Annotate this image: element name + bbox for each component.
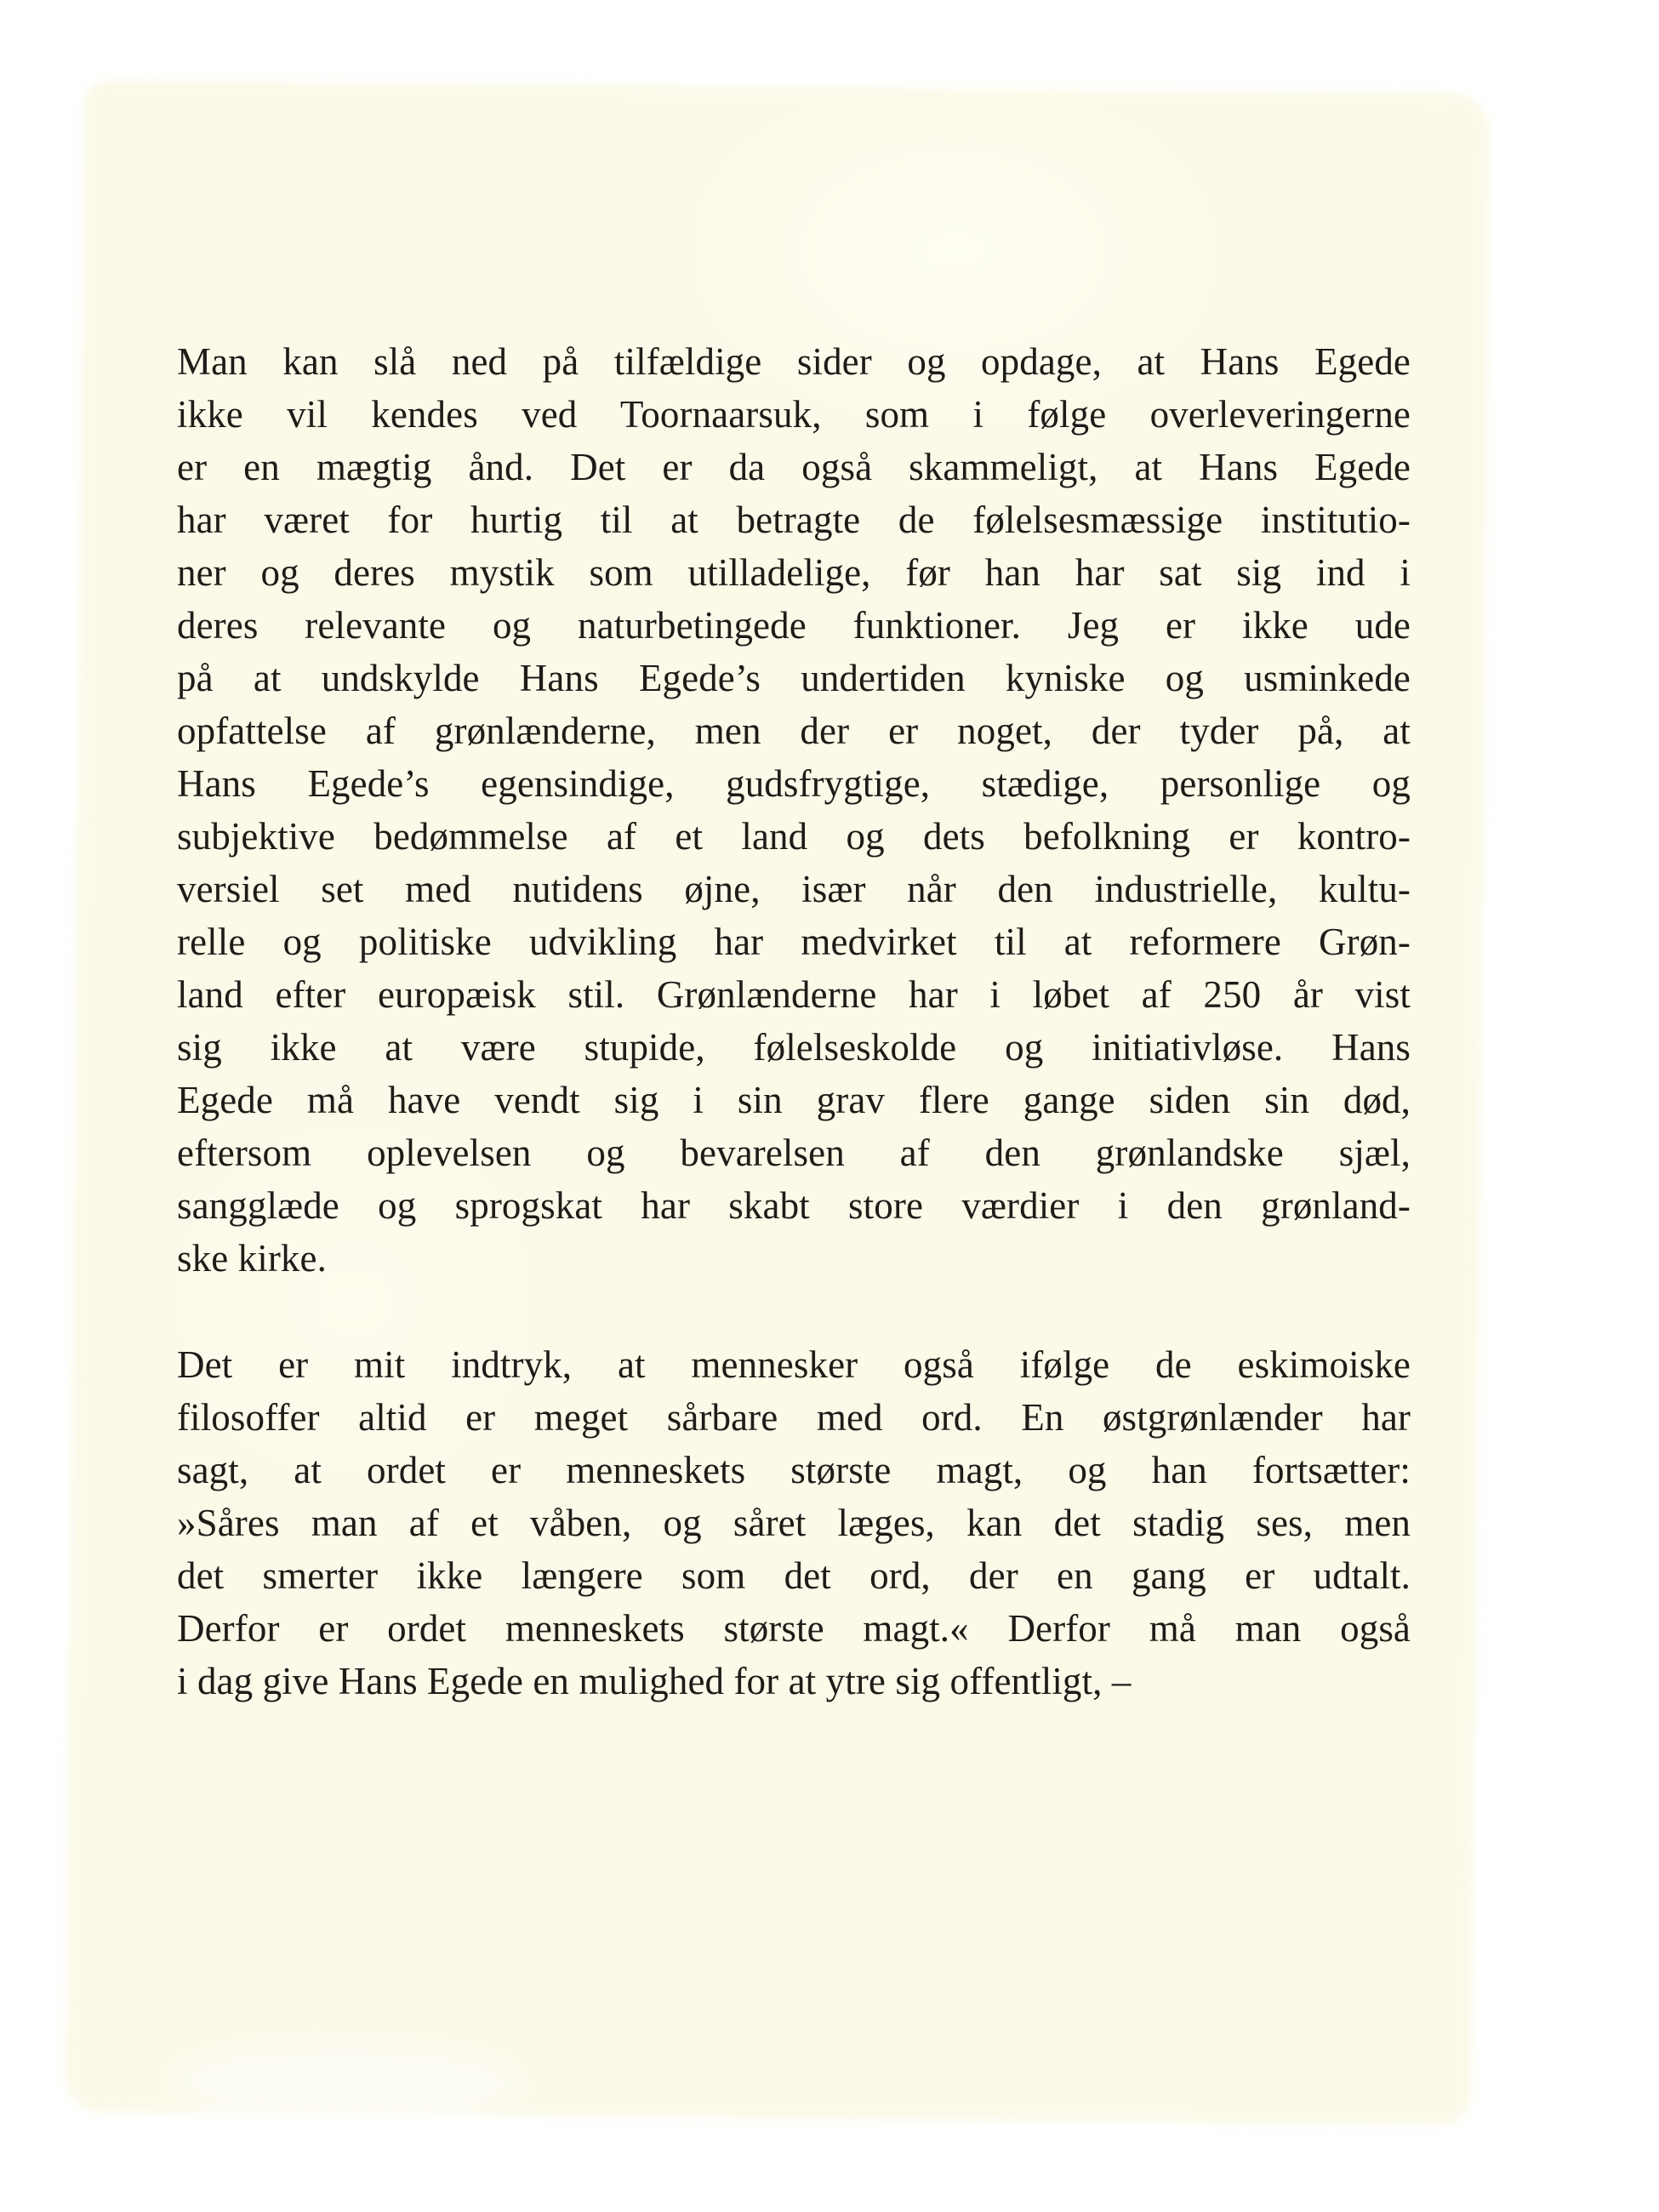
text-line: »Såres man af et våben, og såret læges, kan det stadig ses, men [177, 1502, 1411, 1544]
text-line: eftersom oplevelsen og bevarelsen af den grønlandske sjæl, [177, 1132, 1411, 1174]
text-line: har været for hurtig til at betragte de følelsesmæssige institutio- [177, 499, 1411, 541]
text-line: Det er mit indtryk, at mennesker også ifølge de eskimoiske [177, 1343, 1411, 1386]
page-text [177, 335, 1411, 1707]
text-line: Hans Egede’s egensindige, gudsfrygtige, stædige, personlige og [177, 762, 1411, 805]
text-line: Egede må have vendt sig i sin grav flere gange siden sin død, [177, 1079, 1411, 1121]
text-line: ikke vil kendes ved Toornaarsuk, som i følge overleveringerne [177, 393, 1411, 436]
text-line: sagt, at ordet er menneskets største magt, og han fortsætter: [177, 1449, 1411, 1491]
text-line: subjektive bedømmelse af et land og dets befolkning er kontro- [177, 815, 1411, 858]
text-line: relle og politiske udvikling har medvirket til at reformere Grøn- [177, 921, 1411, 963]
text-line: det smerter ikke længere som det ord, der en gang er udtalt. [177, 1554, 1411, 1597]
text-line: Derfor er ordet menneskets største magt.« Derfor må man også [177, 1607, 1411, 1650]
text-line: opfattelse af grønlænderne, men der er noget, der tyder på, at [177, 710, 1411, 752]
text-line: sig ikke at være stupide, følelseskolde og initiativløse. Hans [177, 1026, 1411, 1069]
text-line: sangglæde og sprogskat har skabt store værdier i den grønland- [177, 1184, 1411, 1227]
text-line: ner og deres mystik som utilladelige, før han har sat sig ind i [177, 551, 1411, 594]
text-line: deres relevante og naturbetingede funktioner. Jeg er ikke ude [177, 604, 1411, 647]
text-line: filosoffer altid er meget sårbare med ord. En østgrønlænder har [177, 1396, 1411, 1439]
text-line: er en mægtig ånd. Det er da også skammeligt, at Hans Egede [177, 446, 1411, 488]
text-line: på at undskylde Hans Egede’s undertiden kyniske og usminkede [177, 657, 1411, 699]
text-line: Man kan slå ned på tilfældige sider og opdage, at Hans Egede [177, 340, 1411, 383]
text-line: land efter europæisk stil. Grønlænderne har i løbet af 250 år vist [177, 973, 1411, 1016]
text-line: i dag give Hans Egede en mulighed for at ytre sig offentligt, – [177, 1660, 1132, 1702]
paragraph-2 [177, 1338, 1411, 1707]
text-line: ske kirke. [177, 1237, 327, 1280]
paragraph-1 [177, 335, 1411, 1285]
text-line: versiel set med nutidens øjne, især når den industrielle, kultu- [177, 868, 1411, 910]
